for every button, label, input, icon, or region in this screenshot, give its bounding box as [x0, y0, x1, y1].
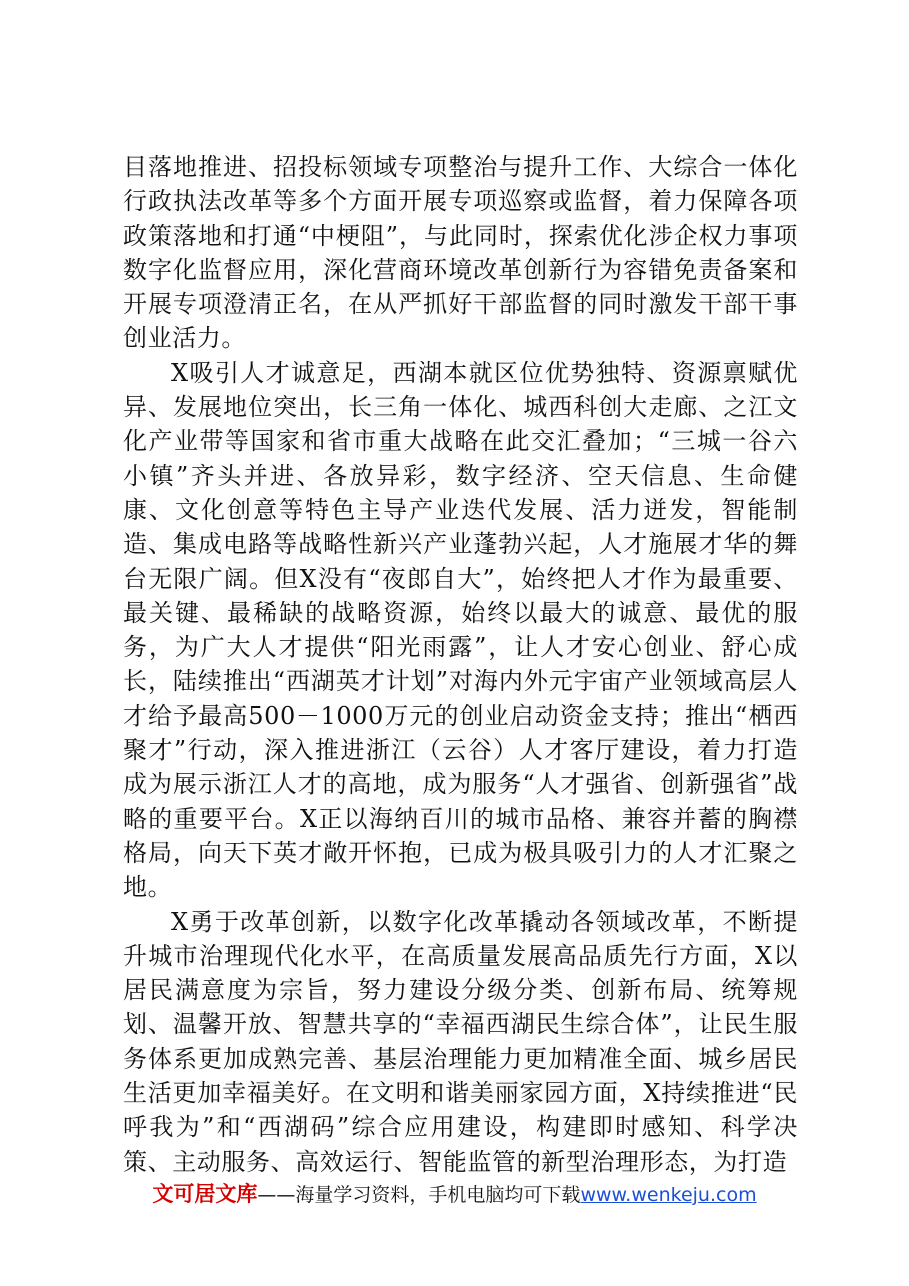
- paragraph-continued: 目落地推进、招投标领域专项整治与提升工作、大综合一体化行政执法改革等多个方面开展专项巡察或监督，着力保障各项政策落地和打通“中梗阻”，与此同时，探索优化涉企权力事项数字化监督应用，深化营商环境改革创新行为容错免责备案和开展专项澄清正名，在从严抓好干部监督的同时激发干部干事创业活力。: [123, 153, 798, 353]
- paragraph-reform: X勇于改革创新，以数字化改革撬动各领域改革，不断提升城市治理现代化水平，在高质量发展高品质先行方面，X以居民满意度为宗旨，努力建设分级分类、创新布局、统筹规划、温馨开放、智慧共享的“幸福西湖民生综合体”，让民生服务体系更加成熟完善、基层治理能力更加精准全面、城乡居民生活更加幸福美好。在文明和谐美丽家园方面，X持续推进“民呼我为”和“西湖码”综合应用建设，构建即时感知、科学决策、主动服务、高效运行、智能监管的新型治理形态，为打造: [123, 907, 798, 1176]
- document-body: [123, 150, 798, 1179]
- footer-brand: 文可居文库: [152, 1182, 258, 1206]
- footer-tagline: ——海量学习资料，手机电脑均可下载: [257, 1184, 581, 1206]
- footer-site-link[interactable]: www.wenkeju.com: [580, 1184, 757, 1206]
- paragraph-talent: X吸引人才诚意足，西湖本就区位优势独特、资源禀赋优异、发展地位突出，长三角一体化、城西科创大走廊、之江文化产业带等国家和省市重大战略在此交汇叠加；“三城一谷六小镇”齐头并进、各放异彩，数字经济、空天信息、生命健康、文化创意等特色主导产业迭代发展、活力迸发，智能制造、集成电路等战略性新兴产业蓬勃兴起，人才施展才华的舞台无限广阔。但X没有“夜郎自大”，始终把人才作为最重要、最关键、最稀缺的战略资源，始终以最大的诚意、最优的服务，为广大人才提供“阳光雨露”，让人才安心创业、舒心成长，陆续推出“西湖英才计划”对海内外元宇宙产业领域高层人才给予最高500－1000万元的创业启动资金支持；推出“栖西聚才”行动，深入推进浙江（云谷）人才客厅建设，着力打造成为展示浙江人才的高地，成为服务“人才强省、创新强省”战略的重要平台。X正以海纳百川的城市品格、兼容并蓄的胸襟格局，向天下英才敞开怀抱，已成为极具吸引力的人才汇聚之地。: [123, 358, 798, 902]
- footer-banner: [0, 1180, 909, 1209]
